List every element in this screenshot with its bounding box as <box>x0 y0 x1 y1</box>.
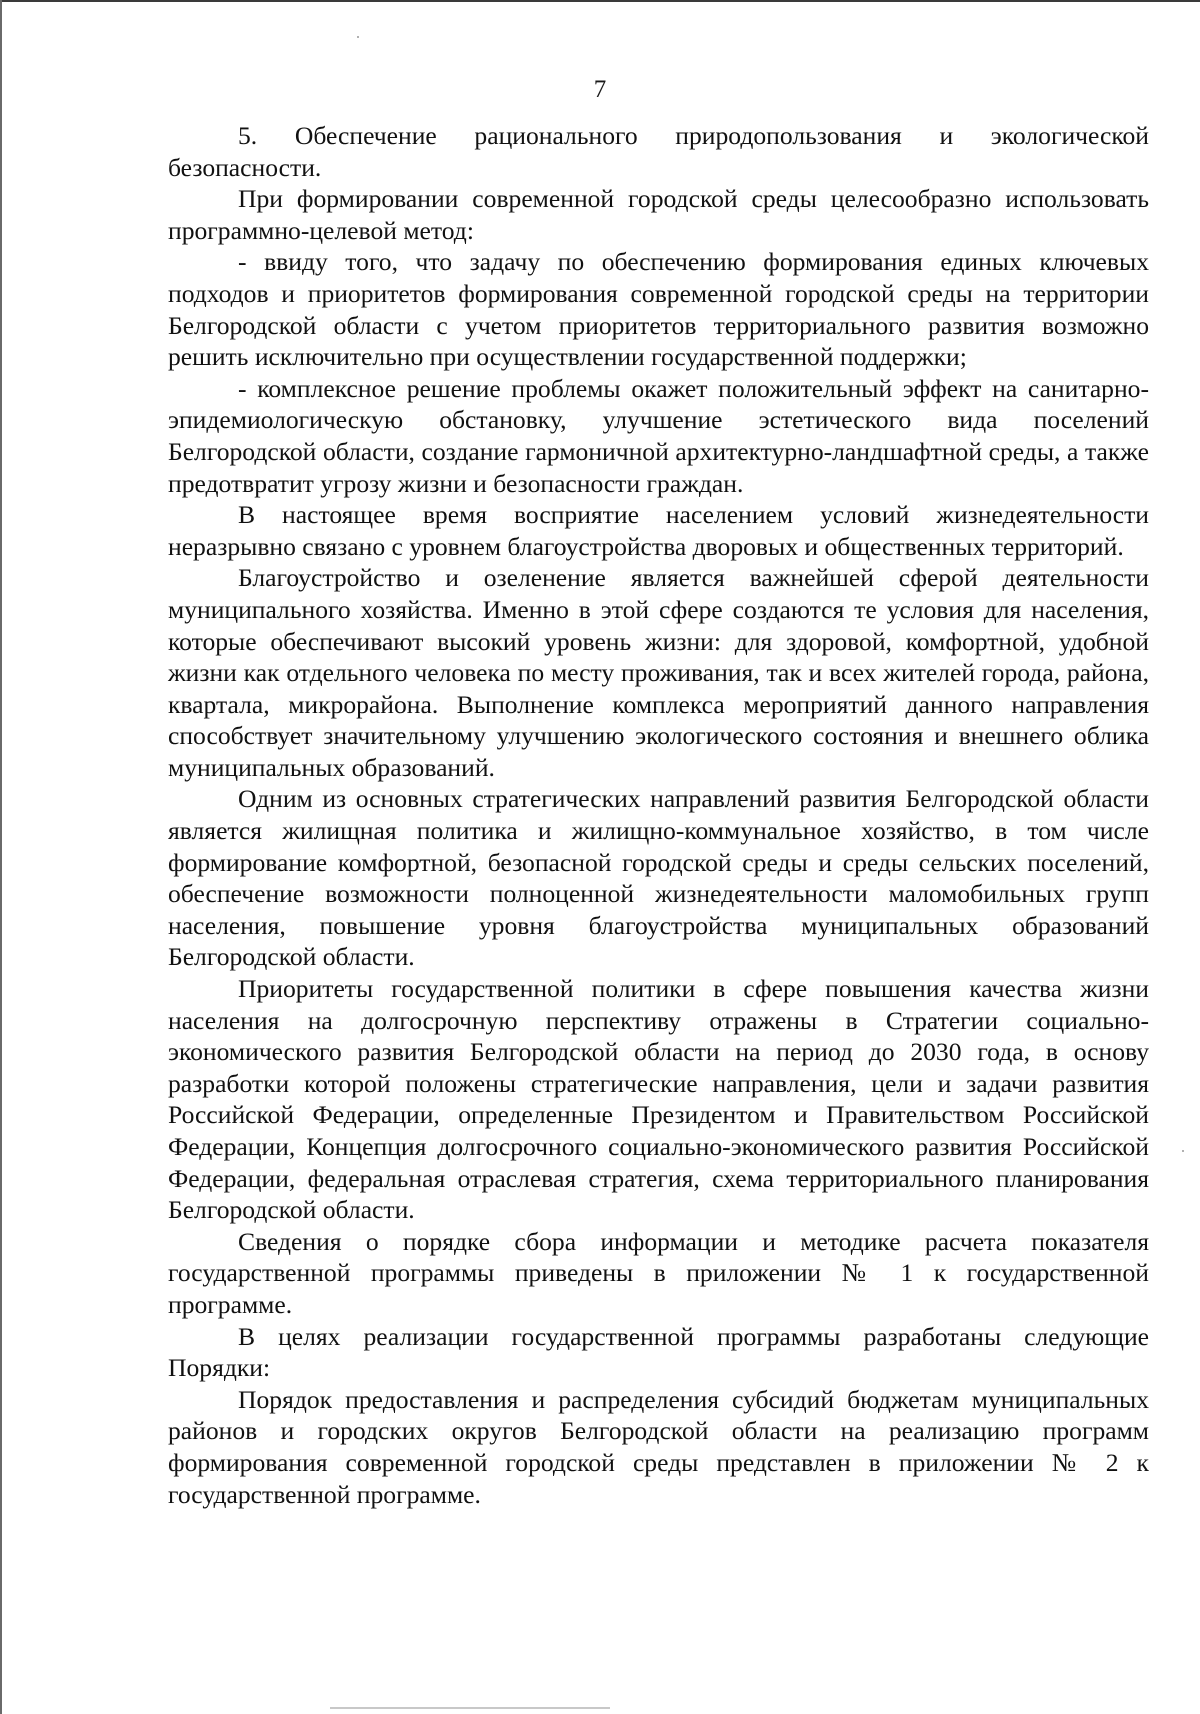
paragraph-complex-solution: - комплексное решение проблемы окажет положительный эффект на санитарно-эпидемиологическую обстановку, улучшение эстетического вида поселений Белгородской области, создание гармоничной архитектурно-ландшафтной среды, а также предотвратит угрозу жизни и безопасности граждан. <box>168 373 1149 498</box>
scan-edge-top <box>0 0 1200 2</box>
document-body <box>168 120 1149 1510</box>
paragraph-ecology: 5. Обеспечение рационального природопользования и экологической безопасности. <box>168 121 1149 182</box>
page-number: 7 <box>593 76 607 103</box>
scan-speck <box>357 36 359 38</box>
scan-edge-left <box>0 0 2 1714</box>
scan-edge-bottom <box>330 1707 610 1709</box>
paragraph-strategic-directions: Одним из основных стратегических направлений развития Белгородской области является жилищная политика и жилищно-коммунальное хозяйство, в том числе формирование комфортной, безопасной городской среды и среды сельских поселений, обеспечение возможности полноценной жизнедеятельности маломобильных групп населения, повышение уровня благоустройства муниципальных образований Белгородской области. <box>168 784 1149 972</box>
scan-speck <box>1182 1150 1184 1152</box>
paragraph-procedures-intro: В целях реализации государственной программы разработаны следующие Порядки: <box>168 1321 1149 1383</box>
paragraph-subsidies-procedure: Порядок предоставления и распределения субсидий бюджетам муниципальных районов и городских округов Белгородской области на реализацию программ формирования современной городской среды представлен в приложении № 2 к государственной программе. <box>168 1384 1149 1509</box>
paragraph-indicator-info: Сведения о порядке сбора информации и методике расчета показателя государственной программы приведены в приложении № 1 к государственной программе. <box>168 1226 1149 1319</box>
paragraph-state-support: - ввиду того, что задачу по обеспечению формирования единых ключевых подходов и приоритетов формирования современной городской среды на территории Белгородской области с учетом приоритетов территориального развития возможно решить исключительно при осуществлении государственной поддержки; <box>168 247 1149 372</box>
paragraph-method: При формировании современной городской среды целесообразно использовать программно-целевой метод: <box>168 184 1149 245</box>
paragraph-landscaping: Благоустройство и озеленение является важнейшей сферой деятельности муниципального хозяйства. Именно в этой сфере создаются те условия для населения, которые обеспечивают высокий уровень жизни: для здоровой, комфортной, удобной жизни как отдельного человека по месту проживания, так и всех жителей города, района, квартала, микрорайона. Выполнение комплекса мероприятий данного направления способствует значительному улучшению экологического состояния и внешнего облика муниципальных образований. <box>168 563 1149 782</box>
paragraph-perception: В настоящее время восприятие населением условий жизнедеятельности неразрывно связано с уровнем благоустройства дворовых и общественных территорий. <box>168 500 1149 561</box>
paragraph-priorities: Приоритеты государственной политики в сфере повышения качества жизни населения на долгосрочную перспективу отражены в Стратегии социально-экономического развития Белгородской области на период до 2030 года, в основу разработки которой положены стратегические направления, цели и задачи развития Российской Федерации, определенные Президентом и Правительством Российской Федерации, Концепция долгосрочного социально-экономического развития Российской Федерации, федеральная отраслевая стратегия, схема территориального планирования Белгородской области. <box>168 974 1149 1225</box>
